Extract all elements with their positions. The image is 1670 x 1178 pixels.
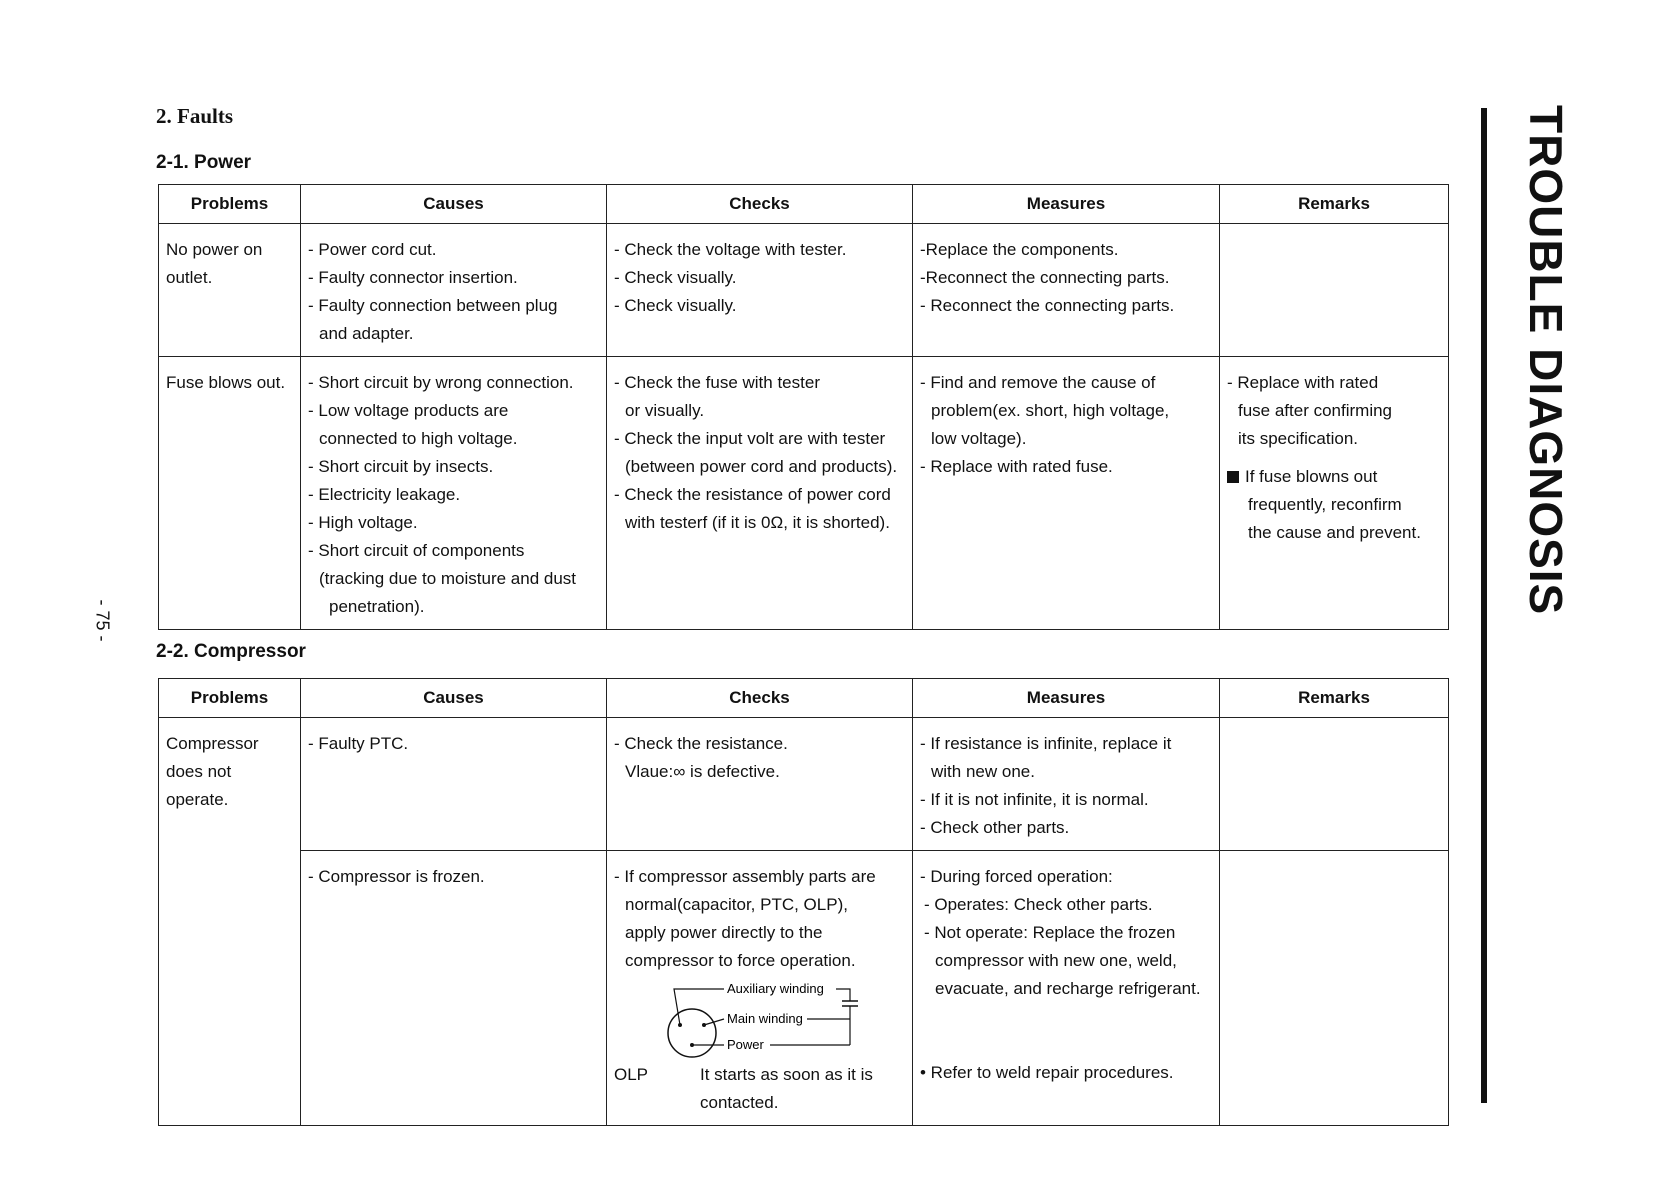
check-line: - Check visually. bbox=[614, 296, 737, 315]
header-measures: Measures bbox=[913, 185, 1220, 224]
measure-line: evacuate, and recharge refrigerant. bbox=[935, 979, 1201, 998]
compressor-title: 2-2. Compressor bbox=[156, 641, 306, 662]
header-remarks: Remarks bbox=[1220, 679, 1449, 718]
remark-line: fuse after confirming bbox=[1238, 401, 1393, 420]
cause-line: - Compressor is frozen. bbox=[308, 867, 485, 886]
measure-line: - Reconnect the connecting parts. bbox=[920, 296, 1175, 315]
check-line: apply power directly to the bbox=[625, 923, 823, 942]
remarks-cell bbox=[1220, 851, 1449, 1126]
causes-cell bbox=[301, 224, 607, 357]
header-causes: Causes bbox=[301, 185, 607, 224]
header-measures: Measures bbox=[913, 679, 1220, 718]
checks-cell bbox=[607, 718, 913, 851]
problem-line: Fuse blows out. bbox=[166, 373, 286, 392]
measures-cell bbox=[913, 718, 1220, 851]
header-problems: Problems bbox=[159, 679, 301, 718]
main-winding-label: Main winding bbox=[727, 1011, 803, 1026]
check-line: - Check the input volt are with tester bbox=[614, 429, 886, 448]
measure-line: - Replace with rated fuse. bbox=[920, 457, 1113, 476]
remarks-cell bbox=[1220, 718, 1449, 851]
cause-line: - Faulty connector insertion. bbox=[308, 268, 518, 287]
auxiliary-winding-label: Auxiliary winding bbox=[727, 981, 824, 996]
check-line: - Check the voltage with tester. bbox=[614, 240, 847, 259]
remark-note bbox=[1227, 463, 1442, 491]
compressor-terminal-circle bbox=[668, 1009, 716, 1057]
cause-line: - Low voltage products are bbox=[308, 401, 509, 420]
causes-cell bbox=[301, 357, 607, 630]
cause-line: connected to high voltage. bbox=[319, 429, 518, 448]
measure-line: - During forced operation: bbox=[920, 867, 1113, 886]
remark-line: its specification. bbox=[1238, 429, 1358, 448]
side-rule bbox=[1481, 108, 1487, 1103]
check-line: - Check the resistance of power cord bbox=[614, 485, 891, 504]
problem-cell bbox=[159, 224, 301, 357]
cause-line: - Faulty PTC. bbox=[308, 734, 409, 753]
cause-line: - High voltage. bbox=[308, 513, 418, 532]
cause-line: - Short circuit of components bbox=[308, 541, 525, 560]
power-title: 2-1. Power bbox=[156, 152, 252, 173]
cause-line: - Short circuit by insects. bbox=[308, 457, 494, 476]
measure-line: with new one. bbox=[931, 762, 1035, 781]
problem-line: Compressor bbox=[166, 734, 259, 753]
measure-line: low voltage). bbox=[931, 429, 1027, 448]
measure-line: - Operates: Check other parts. bbox=[924, 895, 1153, 914]
measure-line: - Check other parts. bbox=[920, 818, 1070, 837]
table-row bbox=[159, 357, 1449, 630]
check-line: (between power cord and products). bbox=[625, 457, 898, 476]
causes-cell bbox=[301, 851, 607, 1126]
table-row bbox=[159, 224, 1449, 357]
problem-cell bbox=[159, 357, 301, 630]
cause-line: and adapter. bbox=[319, 324, 414, 343]
remarks-cell bbox=[1220, 357, 1449, 630]
measure-line: problem(ex. short, high voltage, bbox=[931, 401, 1170, 420]
section-title: 2. Faults bbox=[156, 104, 234, 128]
problem-cell bbox=[159, 718, 301, 1126]
problem-line: outlet. bbox=[166, 268, 213, 287]
check-line: - Check the fuse with tester bbox=[614, 373, 820, 392]
header-problems: Problems bbox=[159, 185, 301, 224]
check-line: - Check visually. bbox=[614, 268, 737, 287]
cause-line: - Short circuit by wrong connection. bbox=[308, 373, 574, 392]
measures-cell bbox=[913, 357, 1220, 630]
remark-line: - Replace with rated bbox=[1227, 373, 1379, 392]
square-bullet-icon bbox=[1227, 471, 1239, 483]
olp-label: OLP bbox=[614, 1065, 649, 1084]
remark-line: the cause and prevent. bbox=[1248, 523, 1421, 542]
cause-line: - Electricity leakage. bbox=[308, 485, 461, 504]
header-checks: Checks bbox=[607, 679, 913, 718]
check-line: compressor to force operation. bbox=[625, 951, 856, 970]
cause-line: - Power cord cut. bbox=[308, 240, 437, 259]
problem-line: No power on bbox=[166, 240, 263, 259]
measure-line: • Refer to weld repair procedures. bbox=[920, 1063, 1174, 1082]
cause-line: (tracking due to moisture and dust bbox=[319, 569, 577, 588]
olp-row bbox=[614, 1061, 906, 1117]
measure-line: compressor with new one, weld, bbox=[935, 951, 1177, 970]
remarks-cell bbox=[1220, 224, 1449, 357]
measures-cell bbox=[913, 851, 1220, 1126]
remark-line: If fuse blowns out bbox=[1245, 467, 1378, 486]
power-label: Power bbox=[727, 1037, 764, 1052]
problem-line: operate. bbox=[166, 790, 229, 809]
compressor-header-row bbox=[159, 679, 1449, 718]
checks-cell bbox=[607, 357, 913, 630]
check-line: - If compressor assembly parts are bbox=[614, 867, 876, 886]
remark-line: frequently, reconfirm bbox=[1248, 495, 1402, 514]
olp-text bbox=[700, 1061, 873, 1117]
power-table bbox=[158, 184, 1449, 630]
measure-line: - If it is not infinite, it is normal. bbox=[920, 790, 1149, 809]
cause-line: penetration). bbox=[329, 597, 425, 616]
table-row bbox=[159, 718, 1449, 851]
problem-line: does not bbox=[166, 762, 232, 781]
check-line: or visually. bbox=[625, 401, 705, 420]
check-line: - Check the resistance. bbox=[614, 734, 788, 753]
checks-cell bbox=[607, 224, 913, 357]
header-causes: Causes bbox=[301, 679, 607, 718]
measure-line: - Find and remove the cause of bbox=[920, 373, 1156, 392]
page-number: - 75 - bbox=[92, 599, 113, 642]
measures-cell bbox=[913, 224, 1220, 357]
check-line: with testerf (if it is 0Ω, it is shorted). bbox=[625, 513, 890, 532]
check-line: Vlaue:∞ is defective. bbox=[625, 762, 780, 781]
wiring-diagram bbox=[664, 977, 884, 1061]
power-header-row bbox=[159, 185, 1449, 224]
causes-cell bbox=[301, 718, 607, 851]
measure-line: -Reconnect the connecting parts. bbox=[920, 268, 1170, 287]
check-line: normal(capacitor, PTC, OLP), bbox=[625, 895, 848, 914]
measure-line: -Replace the components. bbox=[920, 240, 1119, 259]
cause-line: - Faulty connection between plug bbox=[308, 296, 558, 315]
olp-line: contacted. bbox=[700, 1093, 779, 1112]
checks-cell bbox=[607, 851, 913, 1126]
header-checks: Checks bbox=[607, 185, 913, 224]
table-row bbox=[159, 851, 1449, 1126]
compressor-table bbox=[158, 678, 1449, 1126]
side-title: TROUBLE DIAGNOSIS bbox=[1520, 105, 1572, 616]
measure-line: - Not operate: Replace the frozen bbox=[924, 923, 1176, 942]
header-remarks: Remarks bbox=[1220, 185, 1449, 224]
measure-line: - If resistance is infinite, replace it bbox=[920, 734, 1172, 753]
olp-line: It starts as soon as it is bbox=[700, 1065, 873, 1084]
